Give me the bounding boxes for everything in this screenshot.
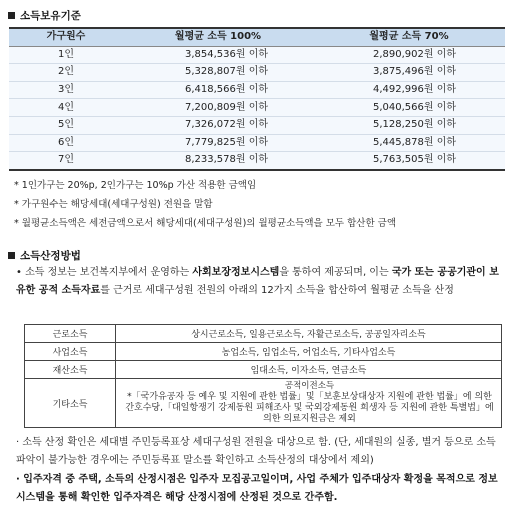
para-bold-text: 국가 또는 공공기관이 보유한 공적 소득자료 <box>16 267 499 296</box>
household-size-cell: 7인 <box>9 152 123 170</box>
footnote: * 월평균소득액은 세전금액으로서 해당세대(세대구성원)의 월평균소득액을 모두 합산한 금액 <box>14 218 397 229</box>
income-100-cell: 7,779,825원 이하 <box>123 134 313 152</box>
para-text: 를 근거로 세대구성원 전원의 아래의 12가지 소득을 합산하여 월평균 소득을 산정 <box>100 285 454 296</box>
source-label: 재산소득 <box>25 361 116 379</box>
table-header-row <box>9 28 505 46</box>
household-scope-paragraph: · 소득 산정 확인은 세대별 주민등록표상 세대구성원 전원을 대상으로 함. (단, 세대원의 실종, 별거 등으로 소득파악이 불가능한 경우에는 주민등록표 말소를 확인하고 소득산정의 대상에서 제외) <box>16 437 496 466</box>
income-100-cell: 7,200,809원 이하 <box>123 99 313 117</box>
header-income-100: 월평균 소득 100% <box>123 28 313 46</box>
table-row <box>9 116 505 134</box>
income-70-cell: 4,492,996원 이하 <box>313 81 505 99</box>
other-income-detail <box>116 379 502 428</box>
household-size-cell: 3인 <box>9 81 123 99</box>
income-standard-table <box>9 27 505 171</box>
para-text: • 소득 정보는 보건복지부에서 운영하는 <box>16 267 193 278</box>
household-size-cell: 2인 <box>9 64 123 82</box>
source-value: 상시근로소득, 일용근로소득, 자활근로소득, 공공일자리소득 <box>116 325 502 343</box>
household-size-cell: 5인 <box>9 116 123 134</box>
household-size-cell: 4인 <box>9 99 123 117</box>
section-title-income-standard <box>8 8 81 23</box>
table-row <box>9 46 505 64</box>
table-row <box>9 64 505 82</box>
income-info-paragraph <box>16 264 502 300</box>
table-row <box>9 152 505 170</box>
para-bold-text: 사회보장정보시스템 <box>192 267 280 278</box>
eligibility-timing-paragraph: · 입주자격 중 주택, 소득의 산정시점은 입주자 모집공고일이며, 사업 주체가 입주대상자 확정을 목적으로 정보시스템을 통해 확인한 입주자격은 해당 산정시점에 산정된 것으로 간주함. <box>16 474 498 503</box>
header-household-size: 가구원수 <box>9 28 123 46</box>
section-title-text: 소득보유기준 <box>20 10 81 22</box>
footnote: * 가구원수는 해당세대(세대구성원) 전원을 말함 <box>14 199 213 210</box>
other-income-head: 공적이전소득 <box>284 381 335 391</box>
income-70-cell: 5,040,566원 이하 <box>313 99 505 117</box>
table-row <box>25 343 502 361</box>
household-size-cell: 1인 <box>9 46 123 64</box>
income-100-cell: 5,328,807원 이하 <box>123 64 313 82</box>
income-100-cell: 7,326,072원 이하 <box>123 116 313 134</box>
footnote: * 1인가구는 20%p, 2인가구는 10%p 가산 적용한 금액임 <box>14 180 257 191</box>
square-bullet-icon <box>8 252 15 259</box>
income-source-table <box>24 324 502 428</box>
income-70-cell: 5,763,505원 이하 <box>313 152 505 170</box>
income-70-cell: 2,890,902원 이하 <box>313 46 505 64</box>
table-row <box>25 379 502 428</box>
table-row <box>25 325 502 343</box>
table-row <box>9 99 505 117</box>
table-row <box>9 81 505 99</box>
para-text: 을 통하여 제공되며, 이는 <box>279 267 392 278</box>
square-bullet-icon <box>8 12 15 19</box>
table-row <box>9 134 505 152</box>
income-70-cell: 3,875,496원 이하 <box>313 64 505 82</box>
source-label: 사업소득 <box>25 343 116 361</box>
source-label: 근로소득 <box>25 325 116 343</box>
income-70-cell: 5,445,878원 이하 <box>313 134 505 152</box>
source-value: 임대소득, 이자소득, 연금소득 <box>116 361 502 379</box>
household-size-cell: 6인 <box>9 134 123 152</box>
other-income-body: *「국가유공자 등 예우 및 지원에 관한 법률」및「보훈보상대상자 지원에 관한 법률」에 의한 간호수당,「대일항쟁기 강제동원 피해조사 및 국외강제동원 희생자 등 지원에 관한 특별법」에 의한 의료지원금은 제외 <box>125 392 494 424</box>
table-row <box>25 361 502 379</box>
footnotes <box>14 176 510 233</box>
income-100-cell: 8,233,578원 이하 <box>123 152 313 170</box>
income-100-cell: 3,854,536원 이하 <box>123 46 313 64</box>
income-70-cell: 5,128,250원 이하 <box>313 116 505 134</box>
header-income-70: 월평균 소득 70% <box>313 28 505 46</box>
section-title-income-calculation <box>8 248 81 263</box>
income-100-cell: 6,418,566원 이하 <box>123 81 313 99</box>
section-title-text: 소득산정방법 <box>20 250 81 262</box>
source-label: 기타소득 <box>25 379 116 428</box>
source-value: 농업소득, 임업소득, 어업소득, 기타사업소득 <box>116 343 502 361</box>
